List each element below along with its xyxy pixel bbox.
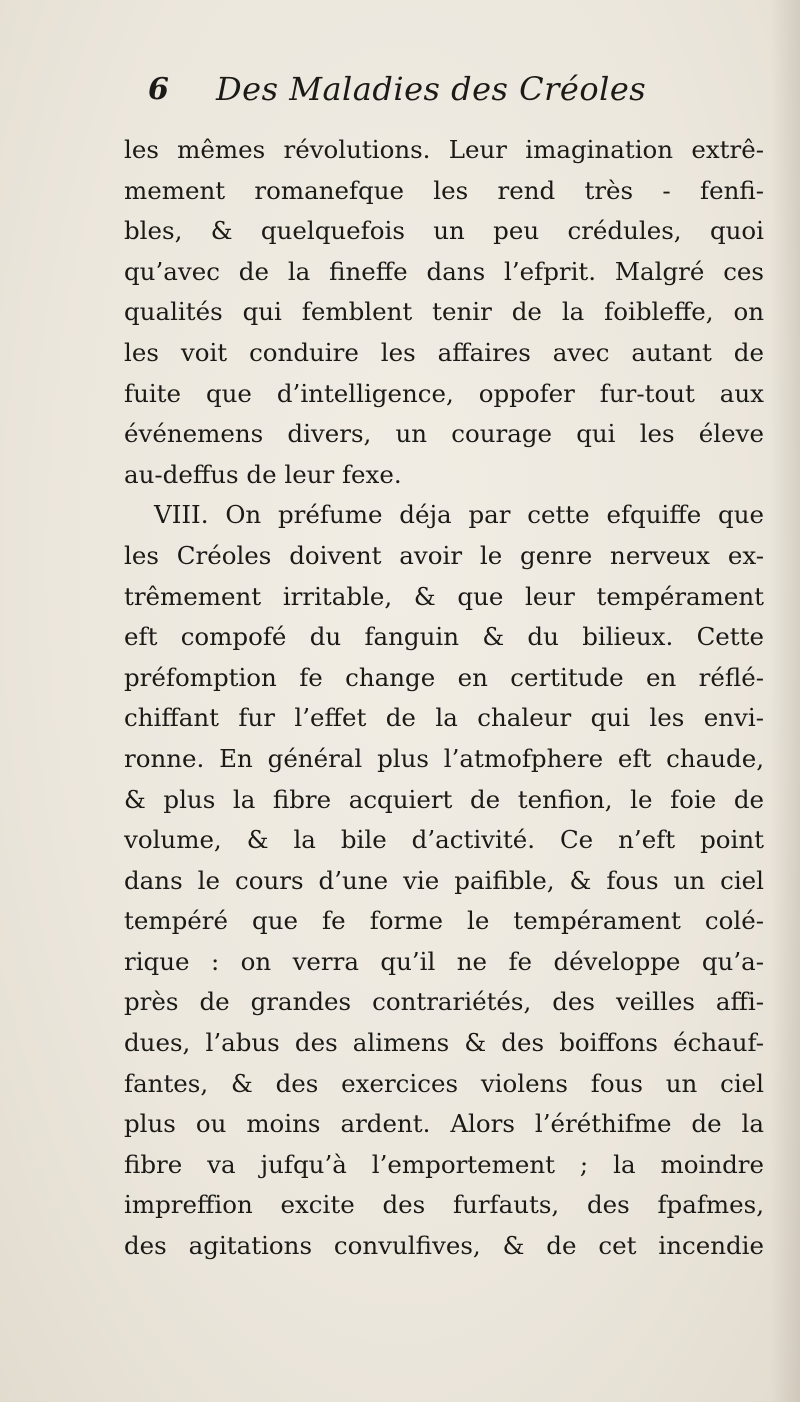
text-line: des agitations convulfives, & de cet incendie xyxy=(124,1231,764,1261)
text-line: impreffion excite des furfauts, des fpafmes, xyxy=(124,1190,764,1220)
text-line: événemens divers, un courage qui les éleve xyxy=(124,419,764,449)
text-line: tempéré que fe forme le tempérament colé- xyxy=(124,906,764,936)
page-number: 6 xyxy=(148,72,169,107)
text-line: dues, l’abus des alimens & des boiffons échauf- xyxy=(124,1028,764,1058)
text-line: fuite que d’intelligence, oppofer fur-tout aux xyxy=(124,378,764,408)
text-line: VIII. On préfume déja par cette efquiffe que xyxy=(154,500,764,530)
text-line: volume, & la bile d’activité. Ce n’eft point xyxy=(124,825,764,855)
text-line: eft compofé du fanguin & du bilieux. Cette xyxy=(124,622,764,652)
text-line: bles, & quelquefois un peu crédules, quoi xyxy=(124,216,764,246)
text-line: les mêmes révolutions. Leur imagination extrê- xyxy=(124,135,764,164)
running-title: Des Maladies des Créoles xyxy=(216,70,647,108)
text-line: dans le cours d’une vie paifible, & fous un ciel xyxy=(124,865,764,895)
text-line: plus ou moins ardent. Alors l’éréthifme de la xyxy=(124,1109,764,1139)
text-line: chiffant fur l’effet de la chaleur qui les envi- xyxy=(124,703,764,733)
text-line: les voit conduire les affaires avec autant de xyxy=(124,337,764,367)
text-line: qualités qui femblent tenir de la foibleffe, on xyxy=(124,297,764,327)
body-text xyxy=(124,130,764,1267)
text-line: fantes, & des exercices violens fous un ciel xyxy=(124,1068,764,1098)
page-header xyxy=(148,70,708,120)
text-line: préfomption fe change en certitude en réflé- xyxy=(124,662,764,692)
text-line: ronne. En général plus l’atmofphere eft chaude, xyxy=(124,743,764,773)
text-line: près de grandes contrariétés, des veilles affi- xyxy=(124,987,764,1017)
text-line: au-deffus de leur fexe. xyxy=(124,459,402,489)
text-line: les Créoles doivent avoir le genre nerveux ex- xyxy=(124,540,764,570)
page-edge-shadow xyxy=(770,0,800,1402)
text-line: & plus la fibre acquiert de tenfion, le foie de xyxy=(124,784,764,814)
text-line: fibre va jufqu’à l’emportement ; la moindre xyxy=(124,1149,764,1179)
text-line: trêmement irritable, & que leur tempérament xyxy=(124,581,764,611)
text-line: rique : on verra qu’il ne fe développe qu’a- xyxy=(124,946,764,976)
text-line: mement romanefque les rend très - fenfi- xyxy=(124,175,764,205)
text-line: qu’avec de la fineffe dans l’efprit. Malgré ces xyxy=(124,256,764,286)
